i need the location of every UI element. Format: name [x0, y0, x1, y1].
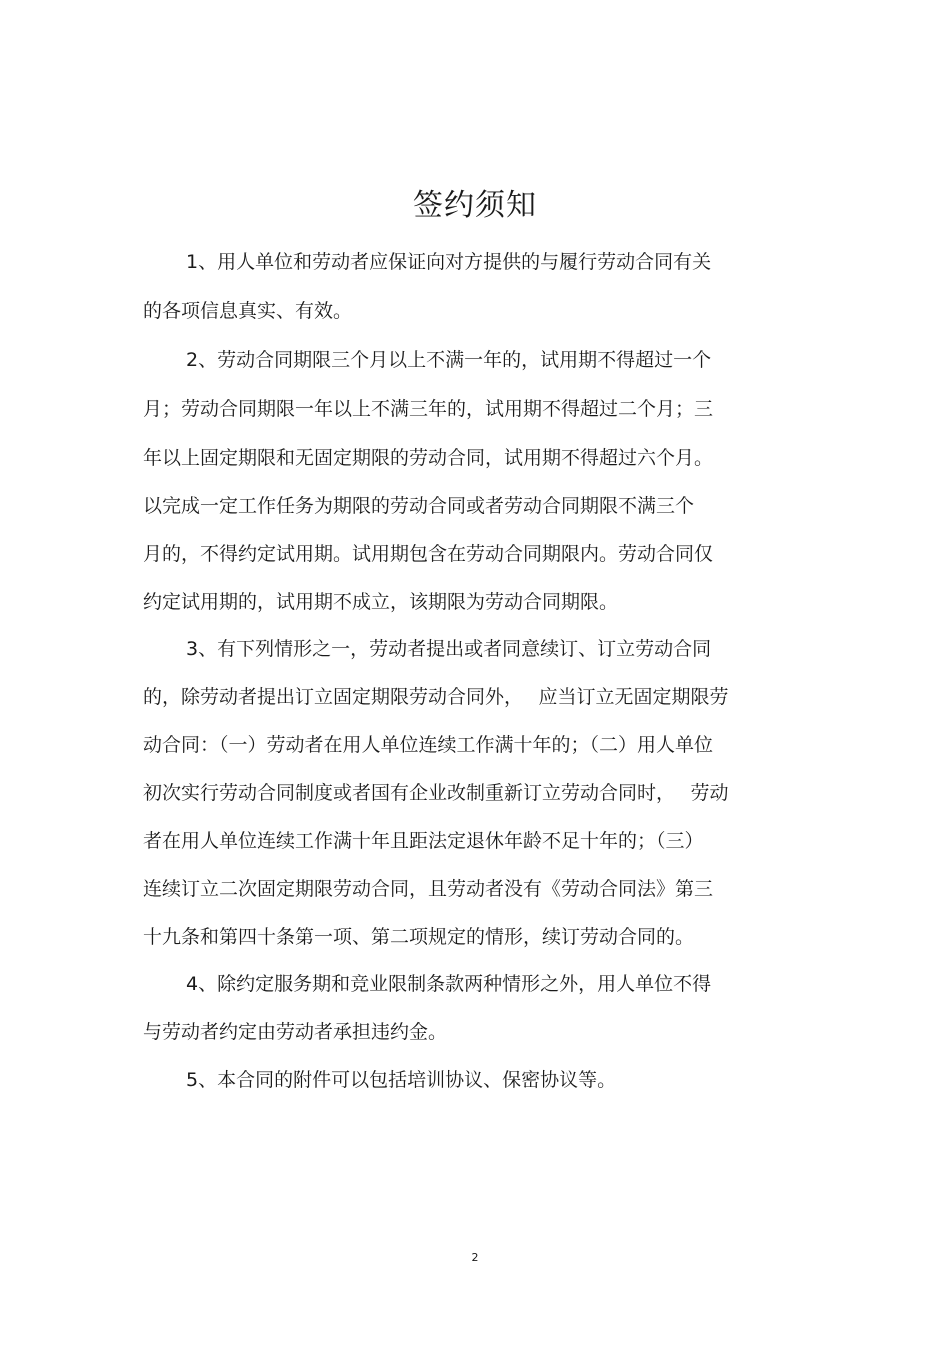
clause-1-line-2: 的各项信息真实、有效。: [143, 300, 353, 322]
clause-4-line-2: 与劳动者约定由劳动者承担违约金。: [143, 1021, 448, 1043]
clause-3-line-6: 连续订立二次固定期限劳动合同，且劳动者没有《劳动合同法》第三: [143, 878, 714, 900]
clause-4-line-1: 4、除约定服务期和竞业限制条款两种情形之外，用人单位不得: [186, 973, 712, 995]
clause-2-line-2: 月；劳动合同期限一年以上不满三年的，试用期不得超过二个月；三: [143, 398, 714, 420]
clause-2-line-6: 约定试用期的，试用期不成立，该期限为劳动合同期限。: [143, 591, 619, 613]
clause-3-line-1: 3、有下列情形之一，劳动者提出或者同意续订、订立劳动合同: [186, 638, 712, 660]
clause-3-line-4: 初次实行劳动合同制度或者国有企业改制重新订立劳动合同时， 劳动: [143, 782, 729, 804]
clause-2-line-1: 2、劳动合同期限三个月以上不满一年的，试用期不得超过一个: [186, 349, 712, 371]
clause-2-line-4: 以完成一定工作任务为期限的劳动合同或者劳动合同期限不满三个: [143, 495, 695, 517]
clause-3-line-5: 者在用人单位连续工作满十年且距法定退休年龄不足十年的；（三）: [143, 830, 704, 852]
clause-2-line-5: 月的，不得约定试用期。试用期包含在劳动合同期限内。劳动合同仅: [143, 543, 714, 565]
clause-3-line-3: 动合同：（一）劳动者在用人单位连续工作满十年的；（二）用人单位: [143, 734, 714, 756]
page-title: 签约须知: [413, 188, 537, 223]
clause-5-line-1: 5、本合同的附件可以包括培训协议、保密协议等。: [186, 1069, 617, 1091]
page-number: 2: [471, 1251, 479, 1264]
clause-1-line-1: 1、用人单位和劳动者应保证向对方提供的与履行劳动合同有关: [186, 251, 712, 273]
clause-2-line-3: 年以上固定期限和无固定期限的劳动合同，试用期不得超过六个月。: [143, 447, 714, 469]
clause-3-line-7: 十九条和第四十条第一项、第二项规定的情形，续订劳动合同的。: [143, 926, 695, 948]
clause-3-line-2: 的，除劳动者提出订立固定期限劳动合同外， 应当订立无固定期限劳: [143, 686, 729, 708]
